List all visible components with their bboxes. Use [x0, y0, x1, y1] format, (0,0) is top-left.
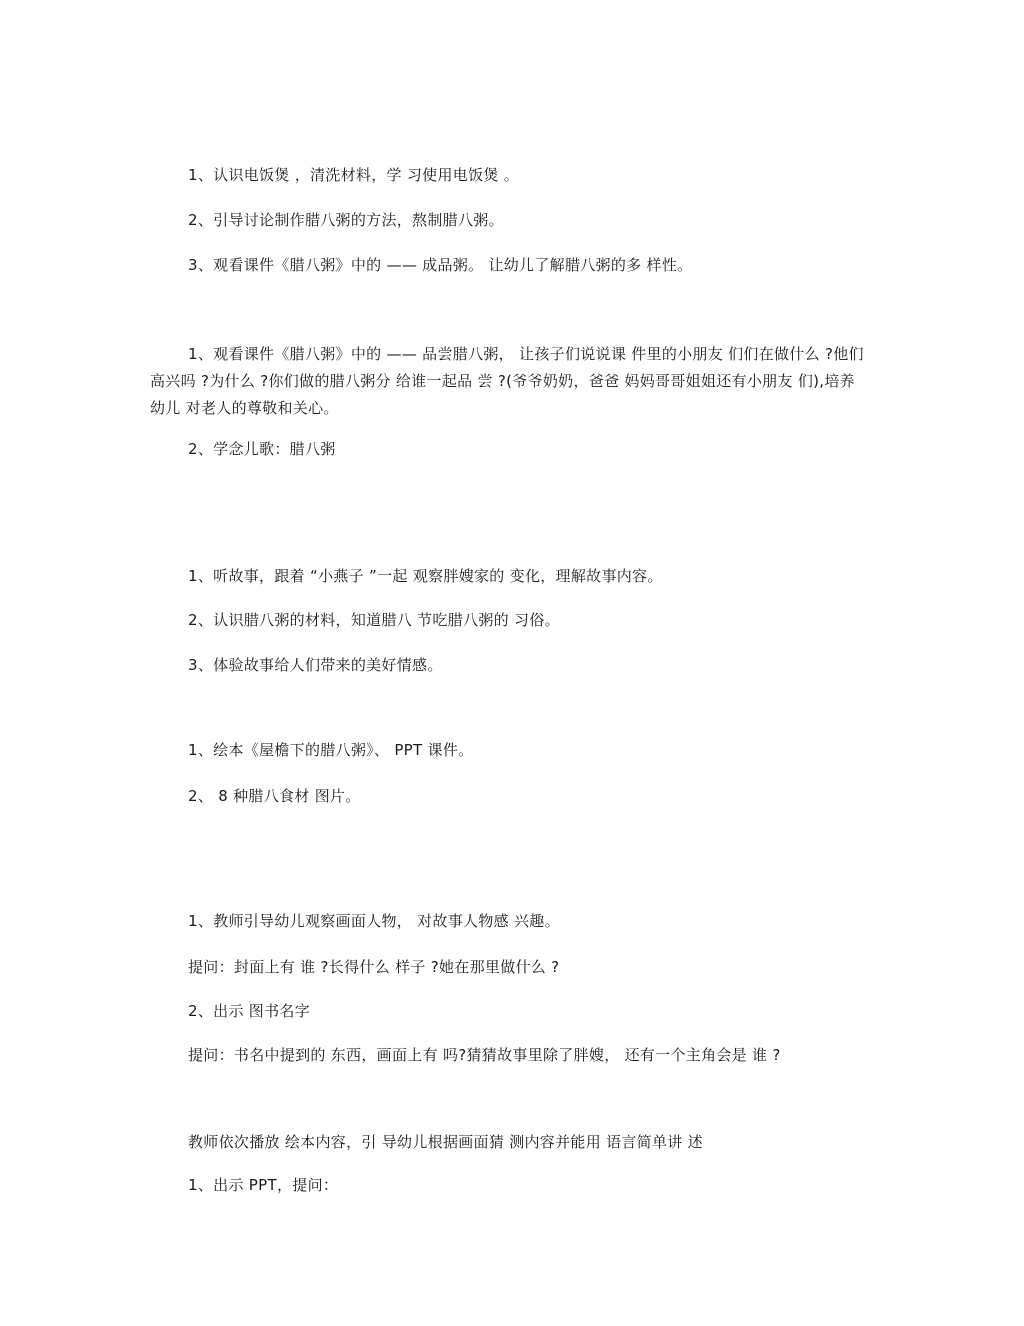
text-line: 2、出示 图书名字 [188, 1002, 311, 1020]
text-line: 2、认识腊八粥的材料，知道腊八 节吃腊八粥的 习俗。 [188, 611, 560, 629]
text-line: 1、听故事，跟着 “小燕子 ”一起 观察胖嫂家的 变化，理解故事内容。 [188, 567, 663, 585]
text-line: 3、观看课件《腊八粥》中的 —— 成品粥。 让幼儿了解腊八粥的多 样性。 [188, 256, 693, 274]
text-line: 1、出示 PPT，提问： [188, 1176, 339, 1194]
text-line: 2、引导讨论制作腊八粥的方法，熬制腊八粥。 [188, 211, 504, 229]
text-line: 1、绘本《屋檐下的腊八粥》、 PPT 课件。 [188, 741, 474, 759]
paragraph-text: 1、观看课件《腊八粥》中的 —— 品尝腊八粥， 让孩子们说说课 件里的小朋友 们们在做什么 ?他们高兴吗 ?为什么 ?你们做的腊八粥分 给谁一起品 尝 ?(爷爷奶奶，爸爸 妈妈哥哥姐姐还有小朋友 们),培养幼儿 对老人的尊敬和关心。 [150, 345, 864, 417]
text-line: 2、学念儿歌：腊八粥 [188, 440, 336, 458]
text-paragraph [150, 341, 866, 422]
text-line: 提问：书名中提到的 东西，画面上有 吗?猜猜故事里除了胖嫂， 还有一个主角会是 谁 ? [188, 1046, 781, 1064]
text-line: 提问：封面上有 谁 ?长得什么 样子 ?她在那里做什么 ? [188, 958, 560, 976]
text-line: 教师依次播放 绘本内容，引 导幼儿根据画面猜 测内容并能用 语言简单讲 述 [188, 1133, 703, 1151]
text-line: 3、体验故事给人们带来的美好情感。 [188, 656, 443, 674]
text-line: 2、 8 种腊八食材 图片。 [188, 787, 361, 805]
text-line: 1、认识电饭煲 ，清洗材料，学 习使用电饭煲 。 [188, 166, 520, 184]
text-line: 1、教师引导幼儿观察画面人物， 对故事人物感 兴趣。 [188, 912, 560, 930]
